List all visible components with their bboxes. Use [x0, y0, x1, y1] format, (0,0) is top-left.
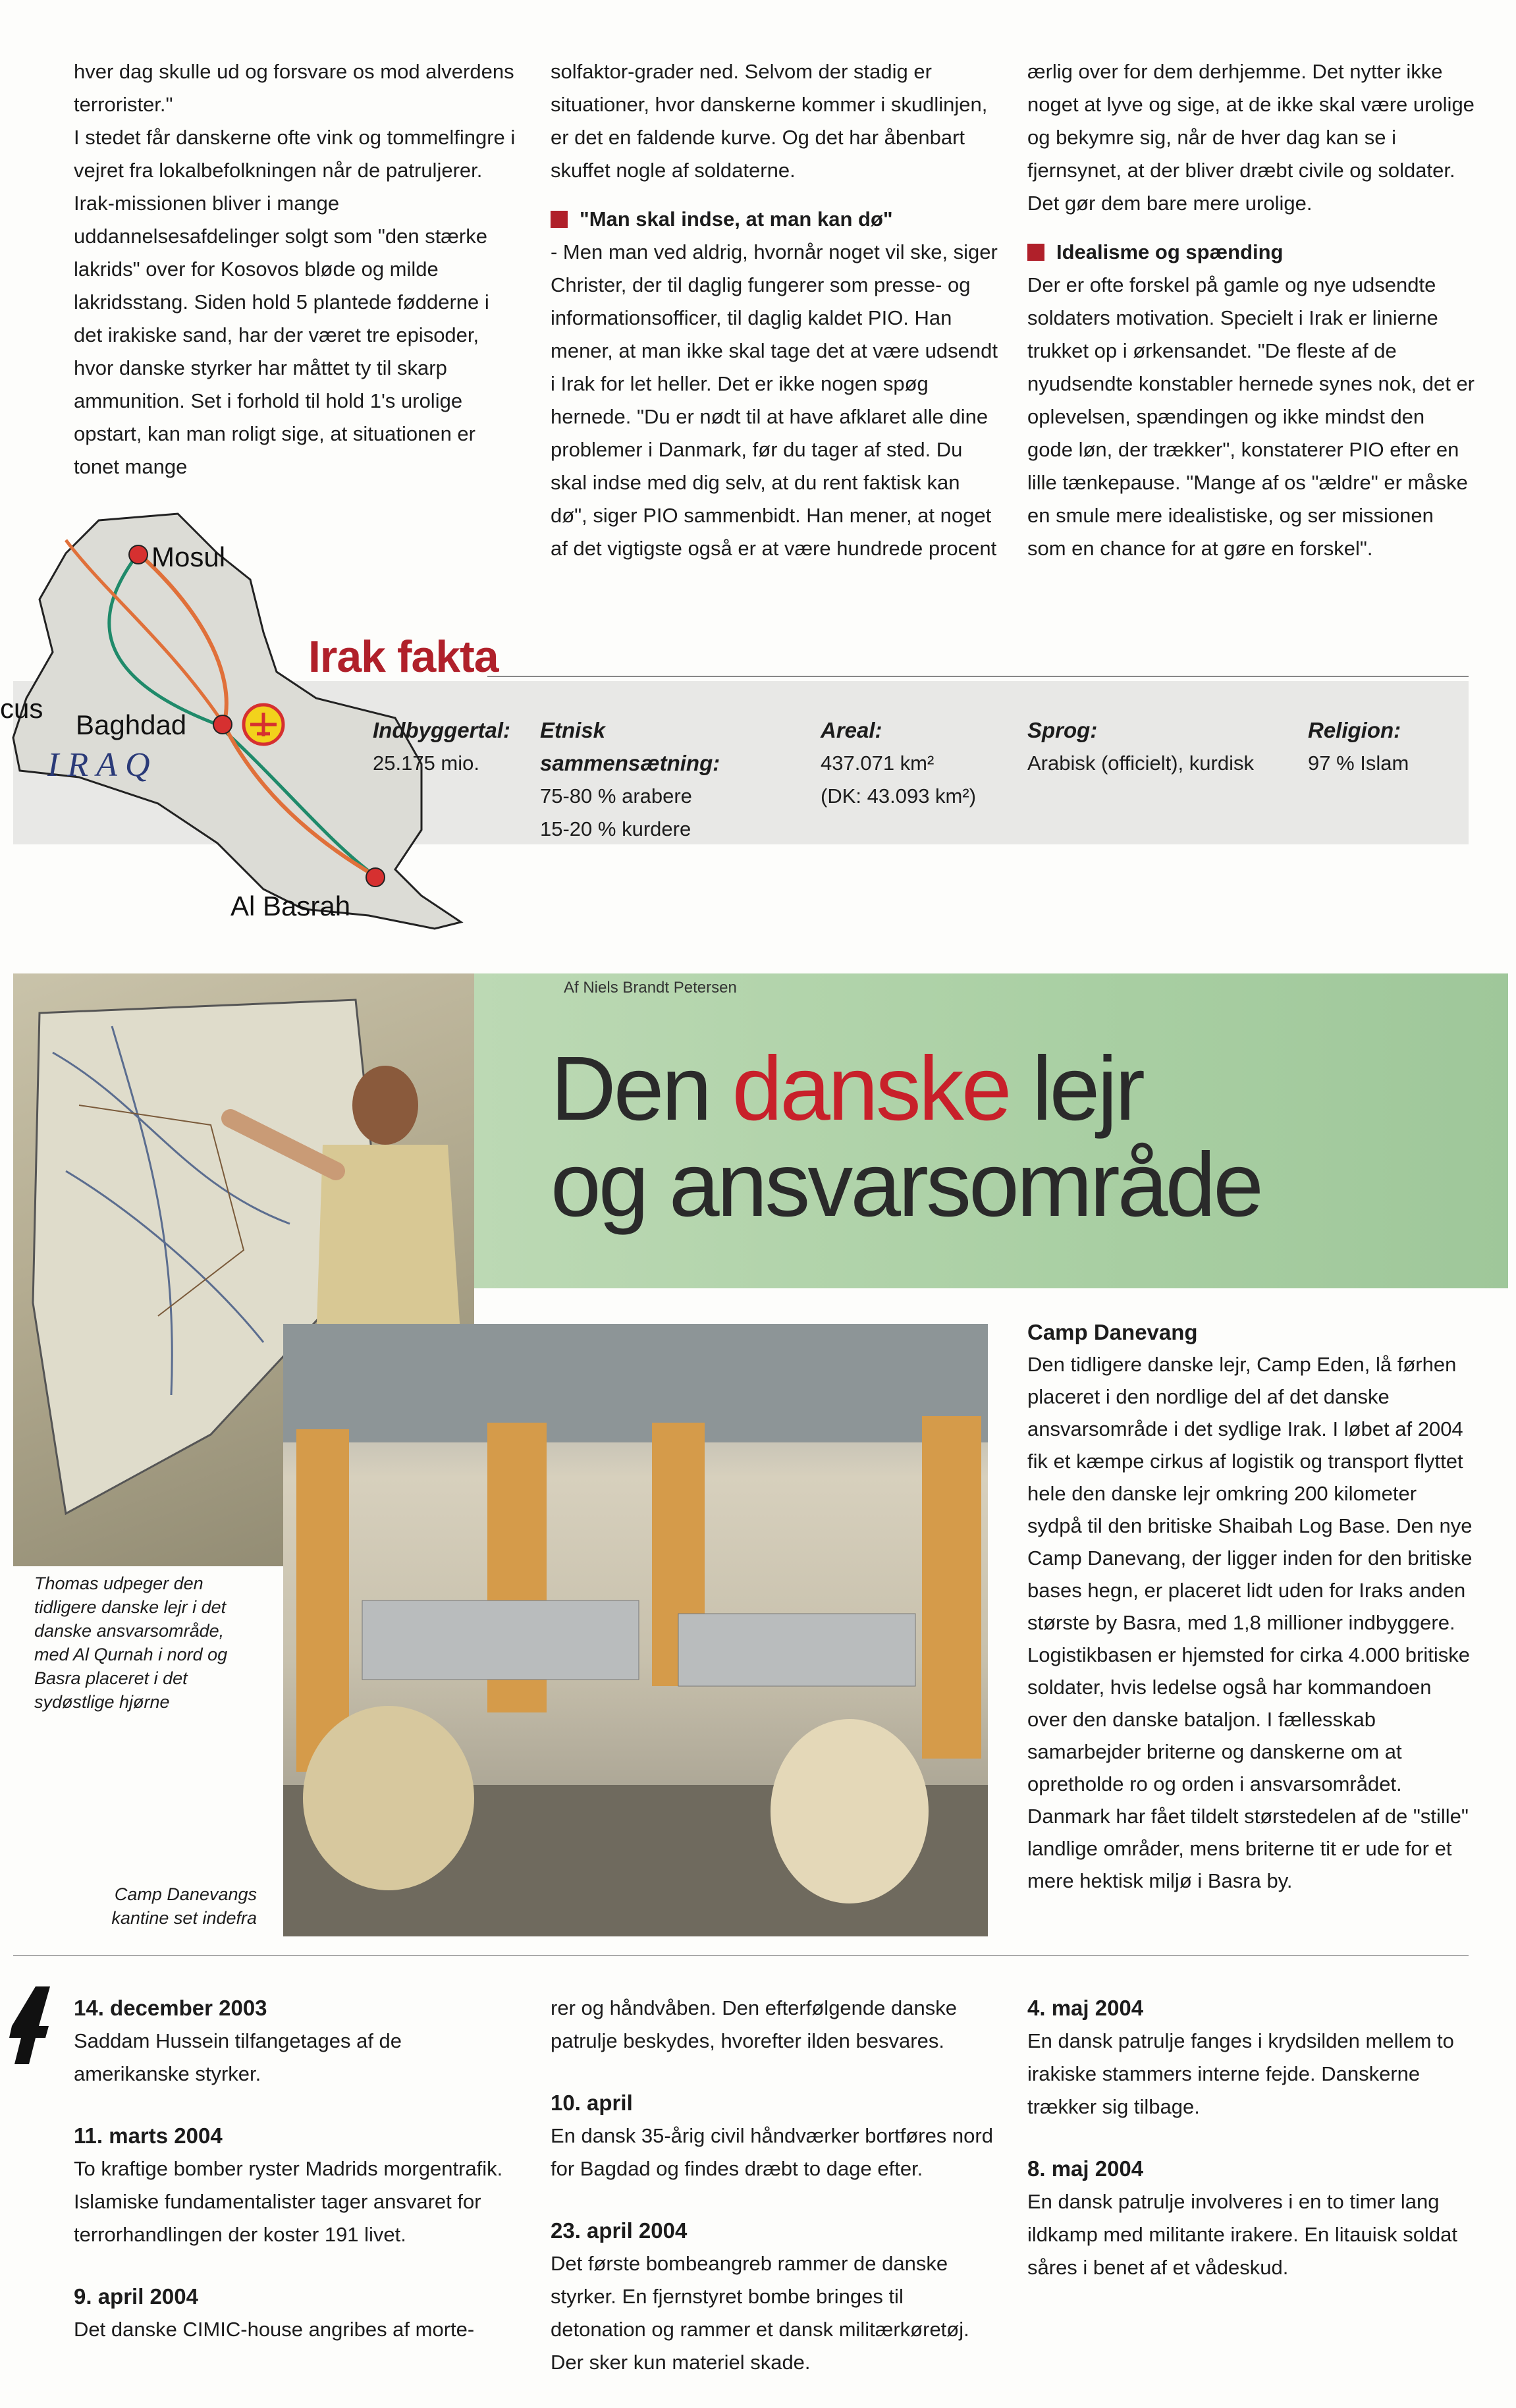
- timeline-column-1: [74, 1992, 515, 2375]
- title-word: Den: [551, 1038, 710, 1139]
- subheading-text: "Man skal indse, at man kan dø": [580, 207, 893, 231]
- paragraph: hver dag skulle ud og forsvare os mod alverdens terrorister.": [74, 60, 514, 116]
- timeline-separator: [13, 1955, 1469, 1956]
- top-column-3: [1027, 55, 1475, 565]
- timeline-entry: [1027, 2152, 1475, 2284]
- fact-label: Areal:: [821, 718, 882, 742]
- fact-value: 15-20 % kurdere: [540, 817, 691, 840]
- timeline-entry: [74, 1992, 515, 2091]
- paragraph: - Men man ved aldrig, hvornår noget vil ske, siger Christer, der til daglig fungerer som presse- og informationsofficer, til daglig kaldet PIO. Han mener, at man ikke skal tage det at være udsendt i Irak for let heller. Det er ikke nogen spøg hernede. "Du er nødt til at have afklaret alle dine problemer i Danmark, før du tager af sted. Du skal indse med dig selv, at du rent faktisk kan dø", siger PIO sammenbidt. Han mener, at noget af det vigtigste også er at være hundrede procent: [551, 240, 998, 560]
- map-label-edge: cus: [0, 693, 43, 724]
- timeline-text: Saddam Hussein tilfangetages af de amerikanske styrker.: [74, 2029, 402, 2085]
- top-column-1: [74, 55, 522, 483]
- fact-value: (DK: 43.093 km²): [821, 784, 977, 807]
- paragraph: solfaktor-grader ned. Selvom der stadig er situationer, hvor danskerne kommer i skudlinjen, er det en faldende kurve. Og det har åbenbart skuffet nogle af soldaterne.: [551, 60, 988, 182]
- timeline-date: 9. april 2004: [74, 2284, 198, 2309]
- timeline-text: En dansk patrulje involveres i en to timer lang ildkamp med militante irakere. En litauisk soldat såres i benet af et vådeskud.: [1027, 2190, 1457, 2279]
- timeline-date: 4. maj 2004: [1027, 1996, 1144, 2020]
- subheading: [1027, 236, 1475, 269]
- timeline-entry: [74, 2120, 515, 2251]
- article-title: [551, 1038, 1261, 1236]
- timeline-entry: [74, 2280, 515, 2346]
- timeline-entry: [1027, 1992, 1475, 2123]
- timeline-text: rer og håndvåben. Den efterfølgende danske patrulje beskydes, hvorefter ilden besvares.: [551, 1996, 957, 2052]
- subheading-text: Idealisme og spænding: [1056, 240, 1284, 263]
- paragraph: ærlig over for dem derhjemme. Det nytter ikke noget at lyve og sige, at de ikke skal være urolige og bekymre sig, når de hver dag kan se i fjernsynet, at der bliver dræbt civile og soldater. Det gør dem bare mere urolige.: [1027, 60, 1475, 215]
- title-highlight-word: danske: [732, 1038, 1010, 1139]
- timeline-text: En dansk patrulje fanges i krydsilden mellem to irakiske stammers interne fejde. Danskerne trækker sig tilbage.: [1027, 2029, 1454, 2118]
- byline: Af Niels Brandt Petersen: [564, 979, 737, 997]
- title-line-2: og ansvarsområde: [551, 1134, 1261, 1236]
- fact-label: Indbyggertal:: [373, 718, 511, 742]
- fact-value: 75-80 % arabere: [540, 784, 692, 807]
- timeline-text: Det første bombeangreb rammer de danske styrker. En fjernstyret bombe bringes til detonation og rammer et dansk militærkøretøj. Der sker kun materiel skade.: [551, 2252, 969, 2374]
- timeline-column-2: [551, 1992, 998, 2408]
- mosul-dot: [129, 545, 148, 564]
- fact-ethnic: [540, 714, 790, 846]
- fact-label: Religion:: [1308, 718, 1401, 742]
- timeline-date: 8. maj 2004: [1027, 2156, 1144, 2181]
- timeline-date: 23. april 2004: [551, 2218, 688, 2243]
- fact-label: Sprog:: [1027, 718, 1098, 742]
- fact-divider-line: [487, 676, 1469, 677]
- basrah-dot: [366, 868, 385, 887]
- section-heading: Camp Danevang: [1027, 1320, 1198, 1344]
- fact-area: [821, 714, 1018, 813]
- paragraph: I stedet får danskerne ofte vink og tommelfingre i vejret fra lokalbefolkningen når de patruljerer.: [74, 126, 516, 182]
- map-label-basrah: Al Basrah: [230, 890, 351, 921]
- map-label-country: I R A Q: [47, 746, 150, 784]
- fact-title: Irak fakta: [308, 632, 499, 682]
- canteen-illustration: [283, 1324, 988, 1936]
- timeline-entry: [551, 2087, 998, 2185]
- timeline-date: 14. december 2003: [74, 1996, 267, 2020]
- timeline-entry: [551, 2214, 998, 2379]
- fact-label: Etnisk sammensætning:: [540, 718, 720, 775]
- paragraph: Der er ofte forskel på gamle og nye udsendte soldaters motivation. Specielt i Irak er linierne trukket op i ørkensandet. "De fleste af de nyudsendte konstabler hernede synes nok, det er oplevelsen, spændingen og ikke mindst den gode løn, der trækker", konstaterer PIO efter en lille tænkepause. "Mange af os "ældre" er måske en smule mere idealistiske, og ser missionen som en chance for at gøre en forskel".: [1027, 273, 1475, 560]
- timeline-number-icon: [9, 1986, 55, 2066]
- fact-language: [1027, 714, 1291, 780]
- square-bullet-icon: [1027, 244, 1044, 261]
- title-word: lejr: [1031, 1038, 1143, 1139]
- timeline-text: Det danske CIMIC-house angribes af morte-: [74, 2318, 475, 2341]
- map-label-baghdad: Baghdad: [76, 709, 187, 740]
- caption-map-briefing: Thomas udpeger den tidligere danske lejr i det danske ansvarsområde, med Al Qurnah i nord og Basra placeret i det sydøstlige hjørne: [34, 1573, 228, 1712]
- top-column-2: [551, 55, 998, 565]
- timeline-column-3: [1027, 1992, 1475, 2313]
- timeline-entry: [551, 1992, 998, 2058]
- square-bullet-icon: [551, 211, 568, 228]
- fact-value: 97 % Islam: [1308, 752, 1409, 775]
- timeline-text: En dansk 35-årig civil håndværker bortføres nord for Bagdad og findes dræbt to dage efter.: [551, 2124, 993, 2180]
- fact-population: [373, 714, 518, 780]
- article-body: [1027, 1316, 1475, 1897]
- baghdad-dot: [213, 715, 232, 734]
- timeline-date: 11. marts 2004: [74, 2123, 223, 2148]
- fact-value: 437.071 km²: [821, 752, 934, 775]
- fact-religion: [1308, 714, 1459, 780]
- timeline-text: To kraftige bomber ryster Madrids morgentrafik. Islamiske fundamentalister tager ansvaret for terrorhandlingen der koster 191 livet.: [74, 2157, 503, 2246]
- fact-value: 25.175 mio.: [373, 752, 479, 775]
- photo-canteen: [283, 1324, 988, 1936]
- timeline-date: 10. april: [551, 2091, 633, 2115]
- paragraph: Den tidligere danske lejr, Camp Eden, lå førhen placeret i den nordlige del af det danske ansvarsområde i det sydlige Irak. I løbet af 2004 fik et kæmpe cirkus af logistik og transport flyttet hele den danske lejr omkring 200 kilometer sydpå til den britiske Shaibah Log Base. Den nye Camp Danevang, der ligger inden for den britiske bases hegn, er placeret lidt uden for Iraks anden største by Basra, med 1,8 millioner indbyggere. Logistikbasen er hjemsted for cirka 4.000 britiske soldater, hvis ledelse også har kommandoen over den danske bataljon. I fællesskab samarbejder briterne og danskerne om at opretholde ro og orden i ansvarsområdet. Danmark har fået tildelt størstedelen af de "stille" landlige områder, mens briterne tit er ude for et mere hektisk miljø i Basra by.: [1027, 1353, 1473, 1892]
- fact-value: Arabisk (officielt), kurdisk: [1027, 752, 1254, 775]
- paragraph: Irak-missionen bliver i mange uddannelsesafdelinger solgt som "den stærke lakrids" over for Kosovos bløde og milde lakridsstang. Siden hold 5 plantede fødderne i det irakiske sand, har der været tre episoder, hvor danske styrker har måttet ty til skarp ammunition. Set i forhold til hold 1's urolige opstart, kan man roligt sige, at situationen er tonet mange: [74, 192, 489, 478]
- caption-canteen: Camp Danevangs kantine set indefra: [111, 1884, 257, 1928]
- map-label-mosul: Mosul: [151, 541, 226, 572]
- subheading: [551, 203, 998, 236]
